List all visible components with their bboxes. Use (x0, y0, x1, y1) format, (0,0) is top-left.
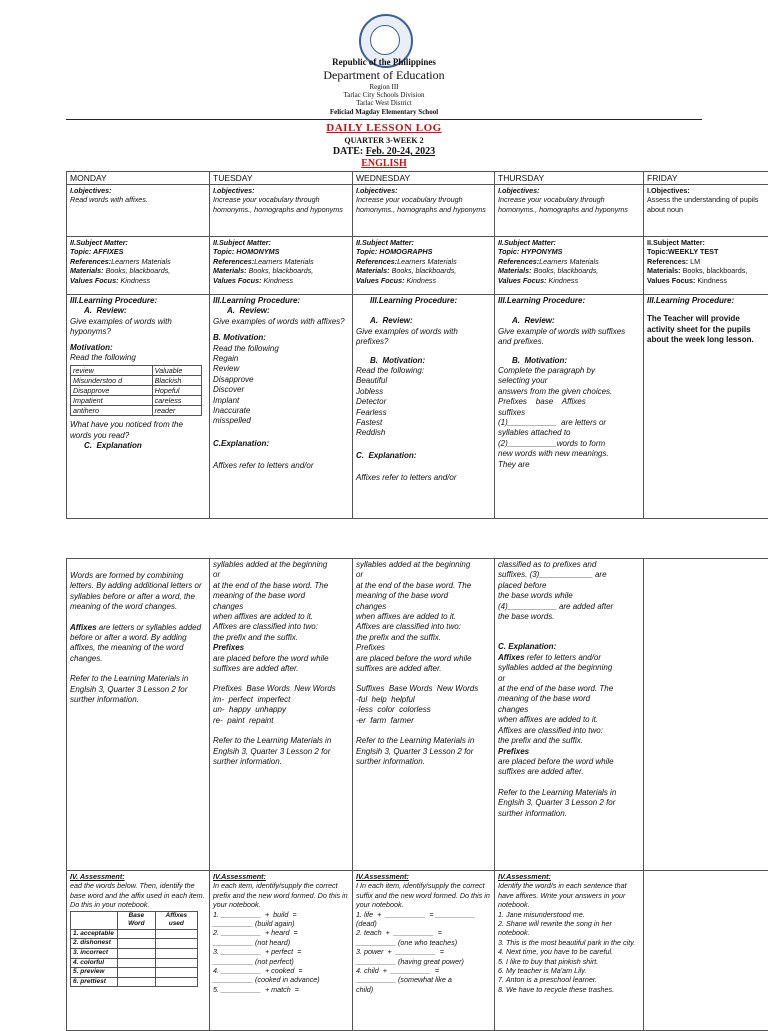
explanation-wednesday: syllables added at the beginning or at the end of the base word. The meaning of the base word changes when affixes are added to it. Affixes are classified into two: the prefix and the suffix. Prefixes are placed before the word while suffixes are added after. Suffixes Base Words New Words -ful help helpful -less color colorless -er farm farmer Refer to the Learning Materials in Englsih 3, Quarter 3 Lesson 2 for surther information. (353, 559, 495, 871)
objectives-monday: I.objectives: Read words with affixes. (67, 185, 210, 237)
procedure-thursday: III.Learning Procedure: A. Review: Give example of words with suffixes and prefixes. B. Motivation: Complete the paragraph by selecting your answers from the given choices. Prefixes base Affixes suffixes (1)___________ are letters or syllables attached to (2)___________words to form new words with new meanings. They are (495, 295, 644, 519)
procedure-friday: III.Learning Procedure: The Teacher will provide activity sheet for the pupils about the week long lesson. (644, 295, 768, 519)
procedure-monday: III.Learning Procedure: A. Review: Give examples of words with hyponyms? Motivation: Read the following review Valuable Misunderstoo d Blackish Disapprove Hopeful Impatient careless antihero reader What have you noticed from the words you read? C. Explanation (67, 295, 210, 519)
subject-matter-tuesday: II.Subject Matter: Topic: HOMONYMS References:Learners Materials Materials: Books, blackboards, Values Focus: Kindness (210, 237, 353, 295)
division-line: Tarlac City Schools Division (0, 91, 768, 99)
procedure-tuesday: III.Learning Procedure: A. Review: Give examples of words with affixes? B. Motivation: Read the following Regain Review Disapprove Discover Implant Inaccurate misspelled C.Explanation: Affixes refer to letters and/or (210, 295, 353, 519)
header-divider (66, 119, 702, 120)
region-line: Region III (0, 83, 768, 91)
subject-matter-row (67, 237, 768, 295)
district-line: Tarlac West District (0, 99, 768, 107)
assessment-word-table: Base Word Affixes used 1. acceptable 2. dishonest 3. incorrect 4. colorful 5. preview 6. prettiest (70, 911, 198, 988)
subject-matter-thursday: II.Subject Matter: Topic: HYPONYMS References:Learners Materials Materials: Books, blackboards, Values Focus: Kindness (495, 237, 644, 295)
subject-matter-wednesday: II.Subject Matter: Topic: HOMOGRAPHS References:Learners Materials Materials: Books, blackboards, Values Focus: Kindness (353, 237, 495, 295)
assessment-friday (644, 871, 768, 1031)
department-line: Department of Education (0, 68, 768, 83)
assessment-tuesday: IV.Assessment: In each item, identify/supply the correct prefix and the new word formed. Do this in your notebook. 1. __________ + build = __________ (build again) 2. __________ + heard = __________ (not heard) 3. __________ + perfect = __________ (not perfect) 4. __________ + cooked = __________ (cooked in advance) 5. __________ + match = (210, 871, 353, 1031)
day-thursday: THURSDAY (495, 172, 644, 185)
lesson-table-top (66, 171, 768, 519)
page-title: DAILY LESSON LOG (0, 122, 768, 134)
explanation-thursday: classified as to prefixes and suffixes. (3)____________ are placed before the base words while (4)___________ are added after the base words. C. Explanation: Affixes refer to letters and/or syllables added at the beginning or at the end of the base word. The meaning of the base word changes when affixes are added to it. Affixes are classified into two: the prefix and the suffix. Prefixes are placed before the word while suffixes are added after. Refer to the Learning Materials in Englsih 3, Quarter 3 Lesson 2 for surther information. (495, 559, 644, 871)
day-wednesday: WEDNESDAY (353, 172, 495, 185)
day-header-row (67, 172, 768, 185)
objectives-tuesday: I.objectives: Increase your vocabulary through homonyms., homographs and hyponyms (210, 185, 353, 237)
objectives-thursday: I.objectives: Increase your vocabulary through homonyms., homographs and hyponyms (495, 185, 644, 237)
subject-matter-friday: II.Subject Matter: Topic:WEEKLY TEST References: LM Materials: Books, blackboards, Values Focus: Kindness (644, 237, 768, 295)
day-tuesday: TUESDAY (210, 172, 353, 185)
procedure-wednesday: III.Learning Procedure: A. Review: Give examples of words with prefixes? B. Motivation: Read the following: Beautiful Jobless Detector Fearless Fastest Reddish C. Explanation: Affixes refer to letters and/or (353, 295, 495, 519)
assessment-wednesday: IV.Assessment: I In each item, identify/supply the correct suffix and the new word formed. Do this in your notebook. 1. life + __________ = __________ (dead) 2. teach + __________ = __________ (one who teaches) 3. power + __________ = __________ (having great power) 4. child + __________ = __________ (somewhat like a child) (353, 871, 495, 1031)
procedure-row (67, 295, 768, 519)
school-line: Feliciad Magday Elementary School (0, 108, 768, 116)
explanation-row (67, 559, 768, 871)
objectives-friday: I.Objectives: Assess the understanding of pupils about noun (644, 185, 768, 237)
explanation-tuesday: syllables added at the beginning or at the end of the base word. The meaning of the base word changes when affixes are added to it. Affixes are classified into two: the prefix and the suffix. Prefixes are placed before the word while suffixes are added after. Prefixes Base Words New Words im- perfect imperfect un- happy unhappy re- paint repaint Refer to the Learning Materials in Englsih 3, Quarter 3 Lesson 2 for surther information. (210, 559, 353, 871)
day-monday: MONDAY (67, 172, 210, 185)
republic-line: Republic of the Philippines (0, 57, 768, 67)
explanation-monday: Words are formed by combining letters. By adding additional letters or syllables before or after a word, the meaning of the word changes. Affixes are letters or syllables added before or after a word. By adding affixes, the meaning of the word changes. Refer to the Learning Materials in Englsih 3, Quarter 3 Lesson 2 for surther information. (67, 559, 210, 871)
explanation-friday (644, 559, 768, 871)
objectives-wednesday: I.objectives: Increase your vocabulary through homonyms., homographs and hyponyms (353, 185, 495, 237)
day-friday: FRIDAY (644, 172, 768, 185)
date-line: DATE: Feb. 20-24, 2023 (0, 146, 768, 157)
subject-matter-monday: II.Subject Matter: Topic: AFFIXES References:Learners Materials Materials: Books, blackboards, Values Focus: Kindness (67, 237, 210, 295)
lesson-table-bottom (66, 558, 768, 1031)
assessment-monday: IV. Assessment: ead the words below. Then, identify the base word and the affix used in each item. Do this in your notebook. Base Word Affixes used 1. acceptable 2. dishonest 3. incorrect 4. colorful 5. preview 6. prettiest (67, 871, 210, 1031)
assessment-row (67, 871, 768, 1031)
subject-line: ENGLISH (0, 158, 768, 169)
objectives-row (67, 185, 768, 237)
quarter-line: QUARTER 3-WEEK 2 (0, 136, 768, 145)
assessment-thursday: IV.Assessment: Identify the word/s in each sentence that have affixes. Write your answers in your notebook. 1. Jane misunderstood me. 2. Shane will rewrite the song in her notebook. 3. This is the most beautiful park in the city. 4. Next time, you have to be careful. 5. I like to buy that pinkish shirt. 6. My teacher is Ma'am Lily. 7. Anton is a preschool learner. 8. We have to recycle these trashes. (495, 871, 644, 1031)
motivation-word-table: review Valuable Misunderstoo d Blackish Disapprove Hopeful Impatient careless antihero reader (70, 365, 202, 416)
